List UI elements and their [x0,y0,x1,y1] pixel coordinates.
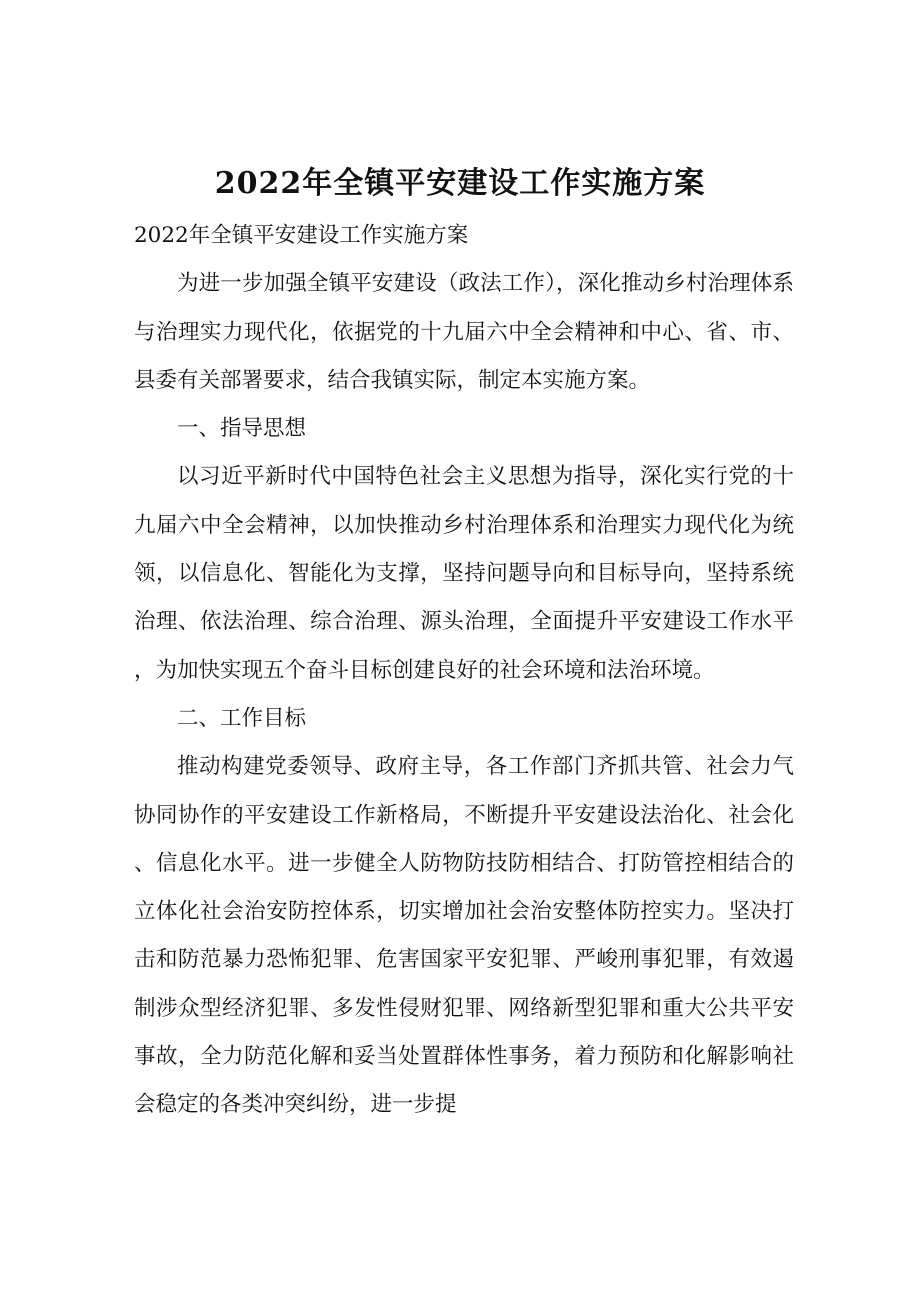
section-heading-guiding-ideology: 一、指导思想 [177,416,307,442]
section-heading-work-goals: 二、工作目标 [177,705,307,731]
paragraph-guiding-ideology: 以习近平新时代中国特色社会主义思想为指导，深化实行党的十九届六中全会精神，以加快推动乡村治理体系和治理实力现代化为统领，以信息化、智能化为支撑，坚持问题导向和目标导向，坚持系统治理、依法治理、综合治理、源头治理，全面提升平安建设工作水平，为加快实现五个奋斗目标创建良好的社会环境和法治环境。 [134,464,794,683]
document-subtitle: 2022年全镇平安建设工作实施方案 [134,223,469,248]
document-title: 2022年全镇平安建设工作实施方案 [214,166,706,202]
paragraph-intro: 为进一步加强全镇平安建设（政法工作），深化推动乡村治理体系与治理实力现代化，依据党的十九届六中全会精神和中心、省、市、县委有关部署要求，结合我镇实际，制定本实施方案。 [134,271,794,393]
document-body [134,212,794,1130]
paragraph-work-goals: 推动构建党委领导、政府主导，各工作部门齐抓共管、社会力气协同协作的平安建设工作新格局，不断提升平安建设法治化、社会化、信息化水平。进一步健全人防物防技防相结合、打防管控相结合的立体化社会治安防控体系，切实增加社会治安整体防控实力。坚决打击和防范暴力恐怖犯罪、危害国家平安犯罪、严峻刑事犯罪，有效遏制涉众型经济犯罪、多发性侵财犯罪、网络新型犯罪和重大公共平安事故，全力防范化解和妥当处置群体性事务，着力预防和化解影响社会稳定的各类冲突纠纷，进一步提 [134,754,794,1118]
